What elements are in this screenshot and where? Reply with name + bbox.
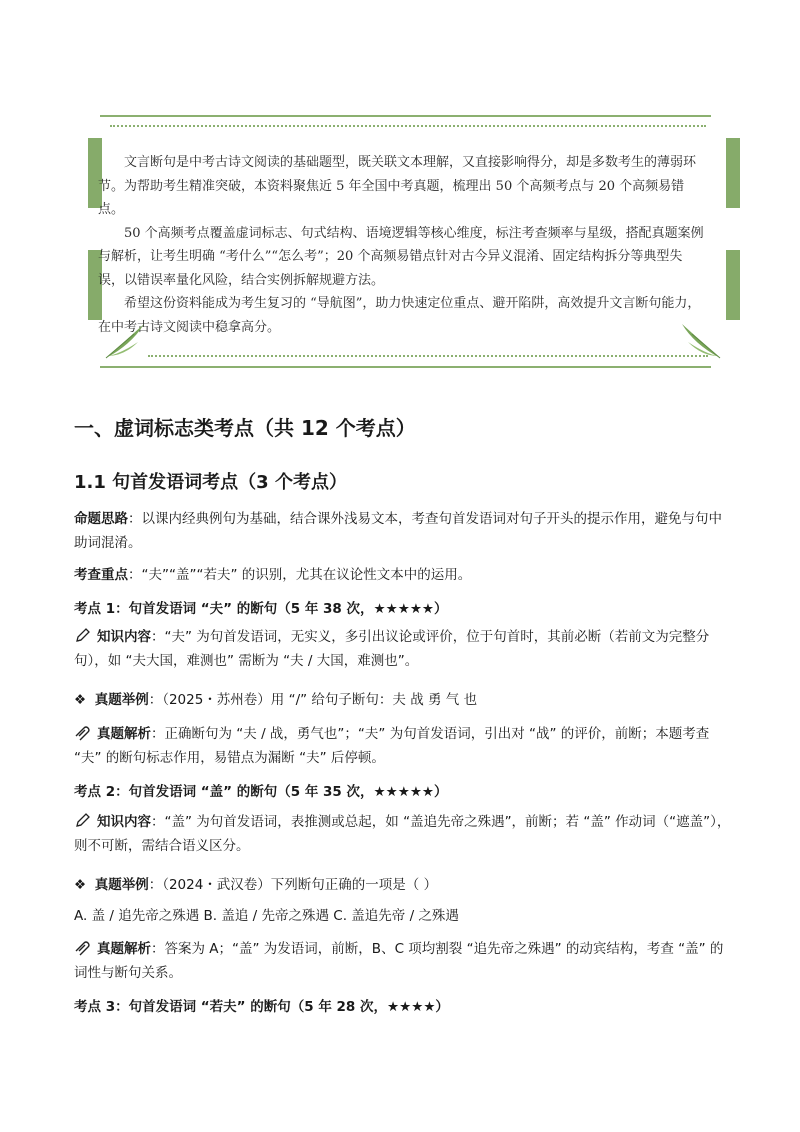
kp1-title: 考点 1：句首发语词 “夫” 的断句（5 年 38 次，★★★★★）	[74, 601, 448, 617]
proposition-idea-text: ：以课内经典例句为基础，结合课外浅易文本，考查句首发语词对句子开头的提示作用，避免与句中助词混淆。	[74, 511, 722, 551]
diamond-icon: ❖	[74, 877, 87, 893]
right-bar-top	[726, 138, 740, 208]
exam-focus-text: ：“夫”“盖”“若夫” 的识别，尤其在议论性文本中的运用。	[128, 567, 472, 583]
proposition-idea-label: 命题思路	[74, 511, 128, 527]
kp2-knowledge-label: 知识内容	[97, 814, 151, 830]
kp1-analysis	[74, 722, 734, 770]
kp2-example-text: ：（2024・武汉卷）下列断句正确的一项是（ ）	[148, 877, 438, 893]
intro-paragraph-2: 50 个高频考点覆盖虚词标志、句式结构、语境逻辑等核心维度，标注考查频率与星级，搭配真题案例与解析，让考生明确 “考什么”“怎么考”；20 个高频易错点针对古今异义混淆、固定结构拆分等典型失误，以错误率量化风险，结合实例拆解规避方法。	[98, 225, 704, 288]
kp1-knowledge-label: 知识内容	[97, 629, 151, 645]
kp1-analysis-label: 真题解析	[97, 726, 151, 742]
top-dotted-rule	[110, 125, 706, 127]
pencil-icon	[74, 812, 91, 829]
kp2-example-label: 真题举例	[94, 877, 149, 893]
intro-paragraph-3: 希望这份资料能成为考生复习的 “导航图”，助力快速定位重点、避开陷阱，高效提升文言断句能力，在中考古诗文阅读中稳拿高分。	[98, 296, 701, 335]
kp2-example	[74, 873, 734, 897]
bamboo-leaf-left-icon	[104, 320, 150, 360]
bottom-rule	[100, 366, 711, 368]
intro-text	[98, 151, 708, 339]
kp2-knowledge	[74, 810, 734, 858]
subsection-heading: 1.1 句首发语词考点（3 个考点）	[74, 472, 347, 493]
paperclip-pencil-icon	[74, 939, 91, 956]
right-bar-bottom	[726, 250, 740, 320]
exam-focus	[74, 563, 734, 587]
bamboo-leaf-right-icon	[676, 320, 722, 360]
kp2-title: 考点 2：句首发语词 “盖” 的断句（5 年 35 次，★★★★★）	[74, 784, 448, 800]
kp2-analysis-text: ：答案为 A；“盖” 为发语词，前断，B、C 项均割裂 “追先帝之殊遇” 的动宾结构，考查 “盖” 的词性与断句关系。	[74, 941, 724, 981]
kp1-analysis-text: ：正确断句为 “夫 / 战，勇气也”；“夫” 为句首发语词，引出对 “战” 的评价，前断；本题考查 “夫” 的断句标志作用，易错点为漏断 “夫” 后停顿。	[74, 726, 710, 766]
kp2-knowledge-text: ：“盖” 为句首发语词，表推测或总起，如 “盖追先帝之殊遇”，前断；若 “盖” 作动词（“遮盖”），则不可断，需结合语义区分。	[74, 814, 731, 854]
kp2-analysis-label: 真题解析	[97, 941, 151, 957]
section-heading: 一、虚词标志类考点（共 12 个考点）	[74, 416, 416, 440]
exam-focus-label: 考查重点	[74, 567, 128, 583]
bottom-dotted-rule	[148, 355, 708, 357]
intro-box	[88, 115, 740, 370]
kp3-title: 考点 3：句首发语词 “若夫” 的断句（5 年 28 次，★★★★）	[74, 999, 449, 1015]
kp1-example-label: 真题举例	[94, 692, 149, 708]
kp1-knowledge-text: ：“夫” 为句首发语词，无实义，多引出议论或评价，位于句首时，其前必断（若前文为完整分句），如 “夫大国，难测也” 需断为 “夫 / 大国，难测也”。	[74, 629, 710, 669]
kp1-knowledge	[74, 625, 734, 673]
kp1-example-text: ：（2025・苏州卷）用 “/” 给句子断句：夫 战 勇 气 也	[148, 692, 478, 708]
diamond-icon: ❖	[74, 692, 87, 708]
proposition-idea	[74, 507, 734, 555]
kp1-example	[74, 688, 734, 712]
kp2-analysis	[74, 937, 734, 985]
top-rule	[100, 115, 711, 117]
pencil-icon	[74, 627, 91, 644]
intro-paragraph-1: 文言断句是中考古诗文阅读的基础题型，既关联文本理解，又直接影响得分，却是多数考生的薄弱环节。为帮助考生精准突破，本资料聚焦近 5 年全国中考真题，梳理出 50 个高频考点与 20 个高频易错点。	[98, 155, 697, 217]
kp2-options: A. 盖 / 追先帝之殊遇 B. 盖追 / 先帝之殊遇 C. 盖追先帝 / 之殊遇	[74, 908, 459, 924]
paperclip-pencil-icon	[74, 724, 91, 741]
